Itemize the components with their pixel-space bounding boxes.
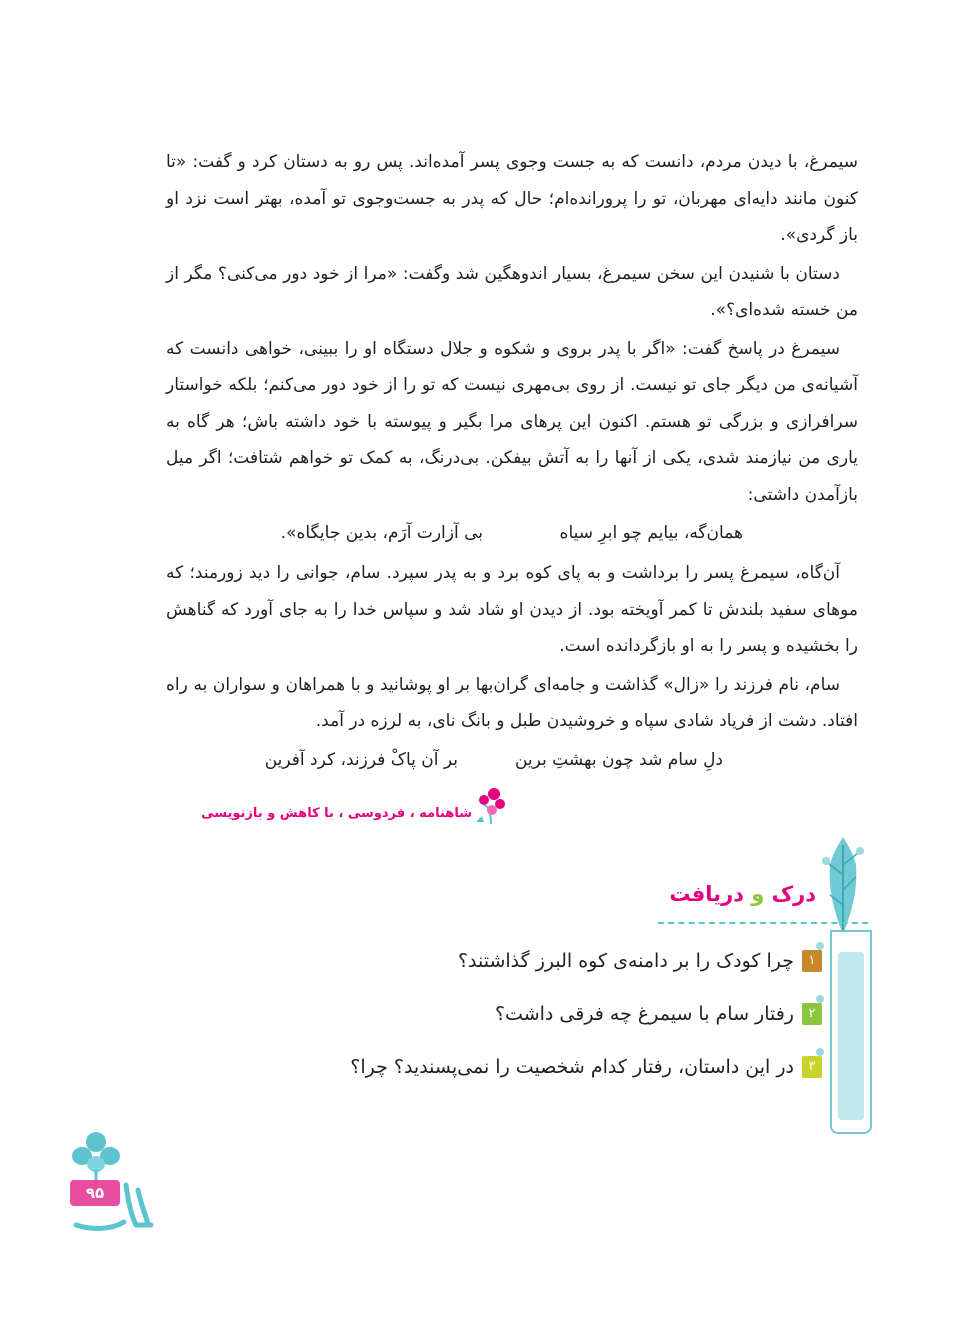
paragraph-2: دستان با شنیدن این سخن سیمرغ، بسیار اندوهگین شد وگفت: «مرا از خود دور می‌کنی؟ مگر از من خسته شده‌ای؟». <box>166 263 858 320</box>
title-word-1: درک <box>771 882 816 906</box>
title-word-2: دریافت <box>669 882 744 906</box>
question-2 <box>495 1003 822 1025</box>
paragraph-5: سام، نام فرزند را «زال» گذاشت و جامه‌ای گران‌بها بر او پوشانید و با همراهان و سواران به راه افتاد. دشت از فریاد شادی سپاه و خروشیدن طبل و بانگ نای، به لرزه در آمد. <box>166 674 858 731</box>
flower-icon <box>474 786 508 826</box>
paragraph-3: سیمرغ در پاسخ گفت: «اگر با پدر بروی و شکوه و جلال دستگاه او را ببینی، خواهی دانست که آشیانه‌ی من دیگر جای تو نیست. از روی بی‌مهری نیست که تو را از خود دور می‌کنم؛ بلکه خواستار سرافرازی و بزرگی تو هستم. اکنون این پرهای مرا بگیر و پیوسته با خود داشته باش؛ هر گاه به یاری من نیازمند شدی، یکی از آنها را به آتش بیفکن. بی‌درنگ، به کمک تو خواهم شتافت؛ اگر میل بازآمدن داشتی: <box>166 338 858 505</box>
question-text: چرا کودک را بر دامنه‌ی کوه البرز گذاشتند؟ <box>457 950 794 972</box>
source-citation <box>201 786 510 832</box>
plant-icon <box>818 835 868 940</box>
main-text <box>166 144 858 782</box>
section-title <box>669 882 816 906</box>
title-conjunction: و <box>751 882 765 906</box>
question-text: رفتار سام با سیمرغ چه فرقی داشت؟ <box>494 1003 794 1025</box>
page-number: ۹۵ <box>70 1180 120 1206</box>
section-header <box>650 860 868 932</box>
verse-2 <box>166 742 858 782</box>
question-number-badge: ۱ <box>802 950 822 972</box>
verse-1 <box>166 515 858 555</box>
verse-2-left: بر آن پاکْ فرزند، کرد آفرین <box>264 749 458 770</box>
verse-2-right: دلِ سام شد چون بهشتِ برین <box>514 749 723 770</box>
paragraph-4: آن‌گاه، سیمرغ پسر را برداشت و به پای کوه برد و به پدر سپرد. سام، جوانی را دید زورمند؛ که موهای سفید بلندش تا کمر آویخته بود. از دیدن او شاد شد و سپاس خدا را به جای آورد که گناهش را بخشیده و پسر را به او بازگردانده است. <box>166 563 858 656</box>
question-text: در این داستان، رفتار کدام شخصیت را نمی‌پسندید؟ چرا؟ <box>350 1056 794 1078</box>
side-bar-decoration <box>830 930 872 1134</box>
verse-1-right: همان‌گه، بیایم چو ابرِ سیاه <box>559 523 743 543</box>
paragraph-1: سیمرغ، با دیدن مردم، دانست که به جست وجوی پسر آمده‌اند. پس رو به دستان کرد و گفت: «تا کنون مانند دایه‌ای مهربان، تو را پرورانده‌ام؛ حال که پدر به جست‌وجوی تو آمده، بهتر است نزد او باز گردی». <box>166 152 858 245</box>
question-number-badge: ۲ <box>802 1003 822 1025</box>
question-1 <box>458 950 822 972</box>
question-3 <box>350 1056 822 1078</box>
dashed-divider <box>658 922 868 924</box>
verse-1-left: بی آزارت آرَم، بدین جایگاه». <box>280 523 483 543</box>
source-text: شاهنامه ، فردوسی ، با کاهش و بازنویسی <box>201 806 472 821</box>
question-number-badge: ۳ <box>802 1056 822 1078</box>
side-bar-fill <box>838 952 864 1120</box>
